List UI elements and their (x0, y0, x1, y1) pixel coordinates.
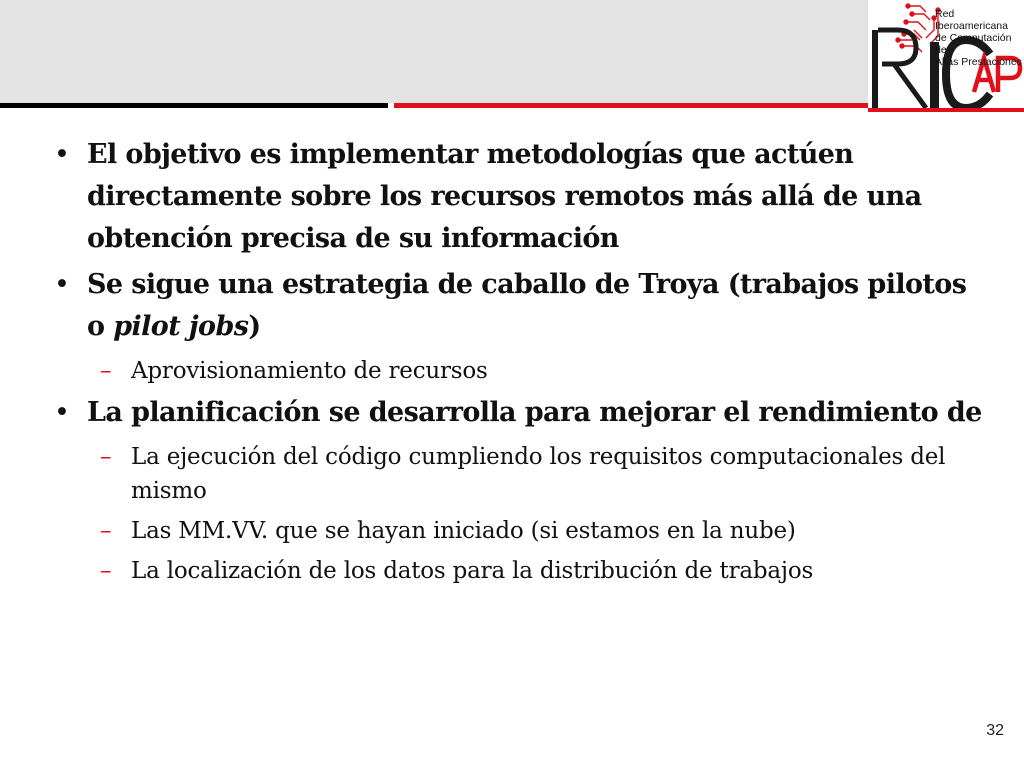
bullet-strategy (54, 264, 984, 348)
dash-marker: – (100, 558, 112, 584)
bullet-text-italic: pilot jobs (113, 311, 249, 342)
logo-underline (868, 108, 1024, 112)
bullet-objective (54, 134, 984, 260)
bullet-marker: • (54, 397, 70, 428)
bullet-text-part: Se sigue una estrategia de caballo de Troya (trabajos pilotos o (87, 269, 967, 342)
header-band (0, 0, 868, 103)
dash-marker: – (100, 358, 112, 384)
bullet-text-part: ) (248, 311, 261, 342)
bullet-marker: • (54, 269, 70, 300)
sub-bullet-provisioning (54, 354, 984, 388)
sub-bullet-vms (54, 514, 984, 548)
header-rule-black (0, 103, 388, 108)
bullet-text (87, 269, 966, 342)
logo-tagline: Red Iberoamericana de Computación de Altas Prestaciones (935, 8, 1022, 68)
bullet-text: El objetivo es implementar metodologías que actúen directamente sobre los recursos remotos más allá de una obtención precisa de su información (87, 139, 922, 254)
header-rule-red (394, 103, 868, 108)
sub-bullet-data-location (54, 554, 984, 588)
bullet-planning (54, 392, 984, 434)
dash-marker: – (100, 518, 112, 544)
dash-marker: – (100, 444, 112, 470)
sub-bullet-text: Las MM.VV. que se hayan iniciado (si estamos en la nube) (131, 518, 796, 544)
sub-bullet-text: Aprovisionamiento de recursos (131, 358, 488, 384)
slide-content (54, 130, 984, 588)
page-number: 32 (986, 722, 1004, 739)
sub-bullet-text: La localización de los datos para la distribución de trabajos (131, 558, 814, 584)
bullet-marker: • (54, 139, 70, 170)
sub-bullet-text: La ejecución del código cumpliendo los requisitos computacionales del mismo (131, 444, 946, 504)
sub-bullet-execution (54, 440, 984, 508)
bullet-text: La planificación se desarrolla para mejorar el rendimiento de (87, 397, 982, 428)
